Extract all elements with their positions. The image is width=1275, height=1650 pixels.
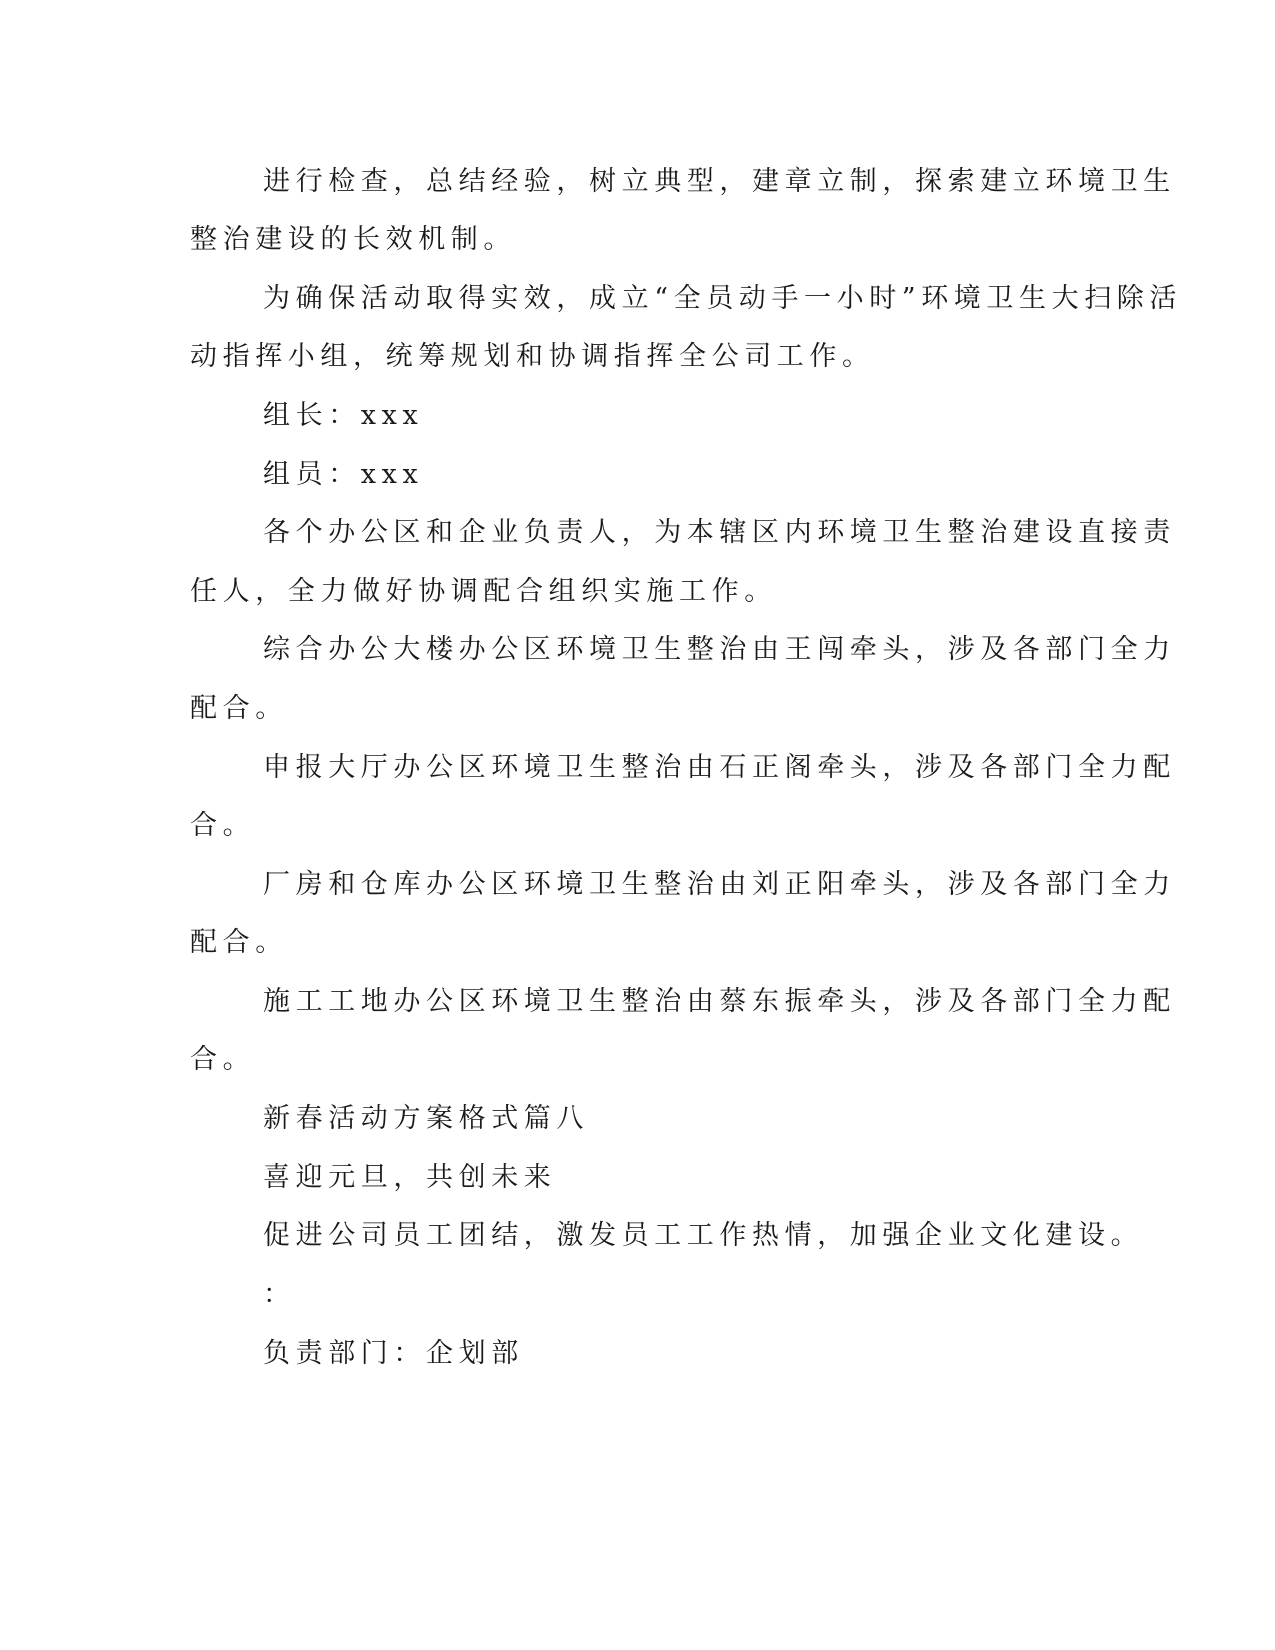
paragraph-5-line-1: 各个办公区和企业负责人，为本辖区内环境卫生整治建设直接责 (263, 517, 1176, 548)
paragraph-8-line-1: 厂房和仓库办公区环境卫生整治由刘正阳牵头，涉及各部门全力 (263, 869, 1176, 900)
paragraph-6-line-1: 综合办公大楼办公区环境卫生整治由王闯牵头，涉及各部门全力 (263, 634, 1176, 665)
paragraph-1-line-1: 进行检查，总结经验，树立典型，建章立制，探索建立环境卫生 (263, 166, 1176, 197)
paragraph-7-line-2: 合。 (190, 810, 256, 841)
paragraph-8-line-2: 配合。 (190, 927, 288, 958)
colon-line: ： (263, 1279, 296, 1310)
activity-theme: 喜迎元旦，共创未来 (263, 1162, 557, 1193)
responsible-department: 负责部门：企划部 (263, 1338, 524, 1369)
paragraph-9-line-1: 施工工地办公区环境卫生整治由蔡东振牵头，涉及各部门全力配 (263, 986, 1176, 1017)
paragraph-5-line-2: 任人，全力做好协调配合组织实施工作。 (190, 576, 777, 607)
paragraph-2-line-1: 为确保活动取得实效，成立“全员动手一小时”环境卫生大扫除活 (263, 283, 1183, 314)
paragraph-7-line-1: 申报大厅办公区环境卫生整治由石正阁牵头，涉及各部门全力配 (263, 752, 1176, 783)
section-heading: 新春活动方案格式篇八 (263, 1103, 589, 1134)
paragraph-2-line-2: 动指挥小组，统筹规划和协调指挥全公司工作。 (190, 341, 875, 372)
paragraph-9-line-2: 合。 (190, 1044, 256, 1075)
activity-purpose: 促进公司员工团结，激发员工工作热情，加强企业文化建设。 (263, 1220, 1144, 1251)
paragraph-6-line-2: 配合。 (190, 693, 288, 724)
paragraph-1-line-2: 整治建设的长效机制。 (190, 224, 516, 255)
team-leader-line: 组长：xxx (263, 400, 424, 431)
team-member-line: 组员：xxx (263, 459, 424, 490)
